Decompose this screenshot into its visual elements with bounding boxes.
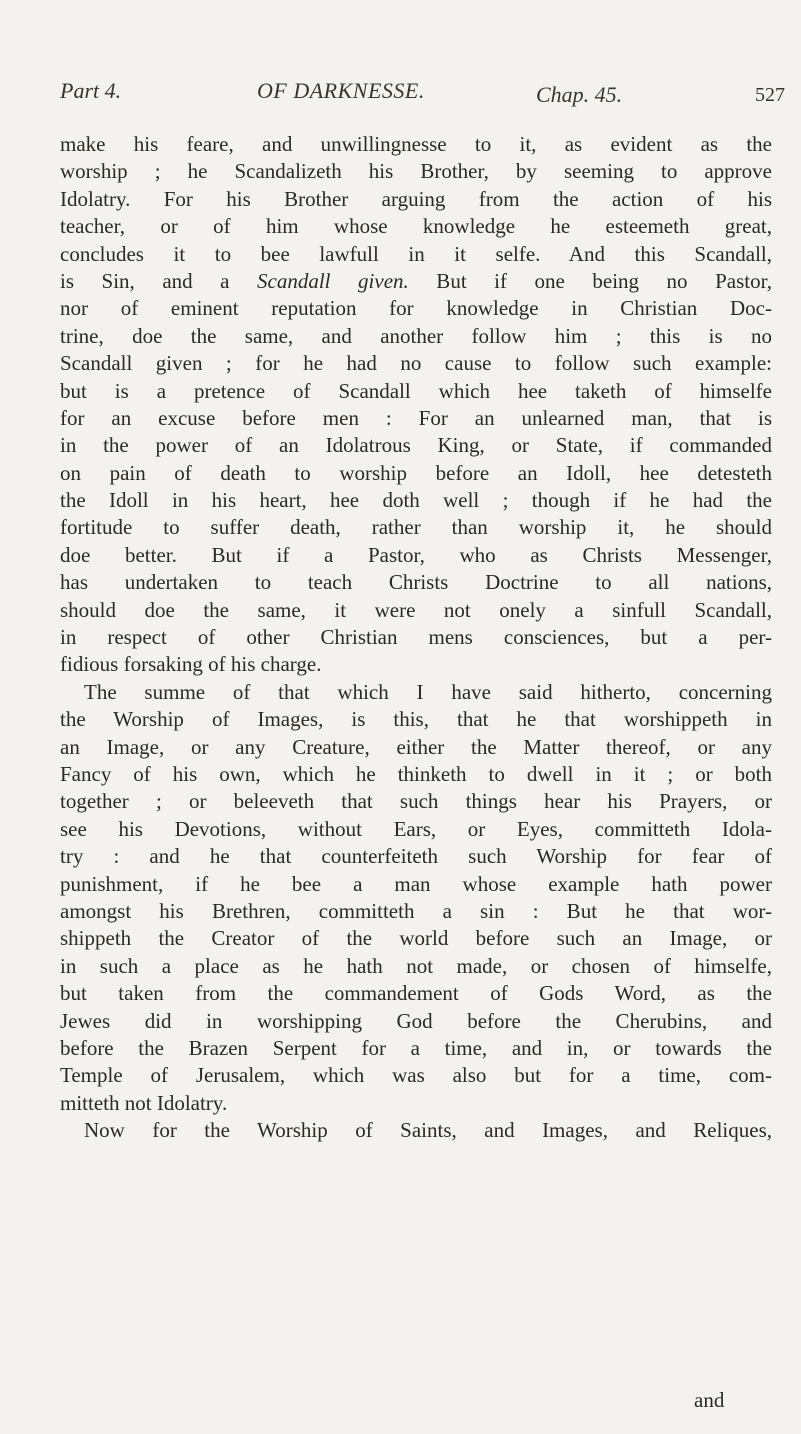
text-line: Fancy of his own, which he thinketh to dwell in it ; or both [60,761,772,786]
text-line: make his feare, and unwillingnesse to it, as evident as the [60,132,772,156]
catchword: and [694,1388,725,1412]
page-number: 527 [755,84,785,106]
text-line: in the power of an Idolatrous King, or State, if commanded [60,433,772,458]
text-line: should doe the same, it were not onely a sinfull Scandall, [60,597,772,622]
text-line: doe better. But if a Pastor, who as Christs Messenger, [60,542,772,567]
text-line: but is a pretence of Scandall which hee taketh of himselfe [60,378,772,403]
text-line: mitteth not Idolatry. [60,1090,228,1115]
running-header [60,78,785,114]
chapter-label: Chap. 45. [536,82,623,107]
text-line: Now for the Worship of Saints, and Images, and Reliques, [84,1118,772,1143]
italic-phrase: Scandall given. [257,268,409,293]
text-line: for an excuse before men : For an unlearned man, that is [60,405,772,430]
part-label: Part 4. [60,78,122,103]
text-line: together ; or beleeveth that such things hear his Prayers, or [60,789,772,814]
text-line: before the Brazen Serpent for a time, and in, or towards the [60,1035,772,1060]
text-line: fidious forsaking of his charge. [60,652,322,677]
text-line: try : and he that counterfeiteth such Worship for fear of [60,844,772,869]
text-line: Idolatry. For his Brother arguing from the action of his [60,186,772,211]
text-line: on pain of death to worship before an Idoll, hee detesteth [60,460,772,485]
text-line: Scandall given ; for he had no cause to follow such example: [60,351,772,376]
text-line: see his Devotions, without Ears, or Eyes, committeth Idola- [60,816,772,841]
text-line: Temple of Jerusalem, which was also but for a time, com- [60,1063,772,1088]
text-line: nor of eminent reputation for knowledge in Christian Doc- [60,296,772,321]
text-line: fortitude to suffer death, rather than worship it, he should [60,515,772,540]
text-line: teacher, or of him whose knowledge he esteemeth great, [60,214,772,239]
text-line: trine, doe the same, and another follow him ; this is no [60,323,772,348]
text-line: but taken from the commandement of Gods Word, as the [60,981,772,1006]
text-line: in such a place as he hath not made, or chosen of himselfe, [60,953,772,978]
text-line: has undertaken to teach Christs Doctrine to all nations, [60,570,772,595]
text-line: amongst his Brethren, committeth a sin : But he that wor- [60,898,772,923]
text-line: worship ; he Scandalizeth his Brother, by seeming to approve [60,159,772,184]
text-line: the Worship of Images, is this, that he that worshippeth in [60,707,772,732]
text-line: Jewes did in worshipping God before the Cherubins, and [60,1008,772,1033]
text-line-with-italic: is Sin, and a Scandall given. But if one being no Pastor, [60,268,772,293]
running-title: OF DARKNESSE. [257,78,425,103]
text-line: in respect of other Christian mens consciences, but a per- [60,625,772,650]
text-line: the Idoll in his heart, hee doth well ; though if he had the [60,488,772,513]
text-line: punishment, if he bee a man whose example hath power [60,871,772,896]
text-line: shippeth the Creator of the world before such an Image, or [60,926,772,951]
text-line: an Image, or any Creature, either the Matter thereof, or any [60,734,772,759]
text-line: The summe of that which I have said hitherto, concerning [84,679,772,704]
page-body [60,131,772,1144]
text-line: concludes it to bee lawfull in it selfe. And this Scandall, [60,241,772,266]
